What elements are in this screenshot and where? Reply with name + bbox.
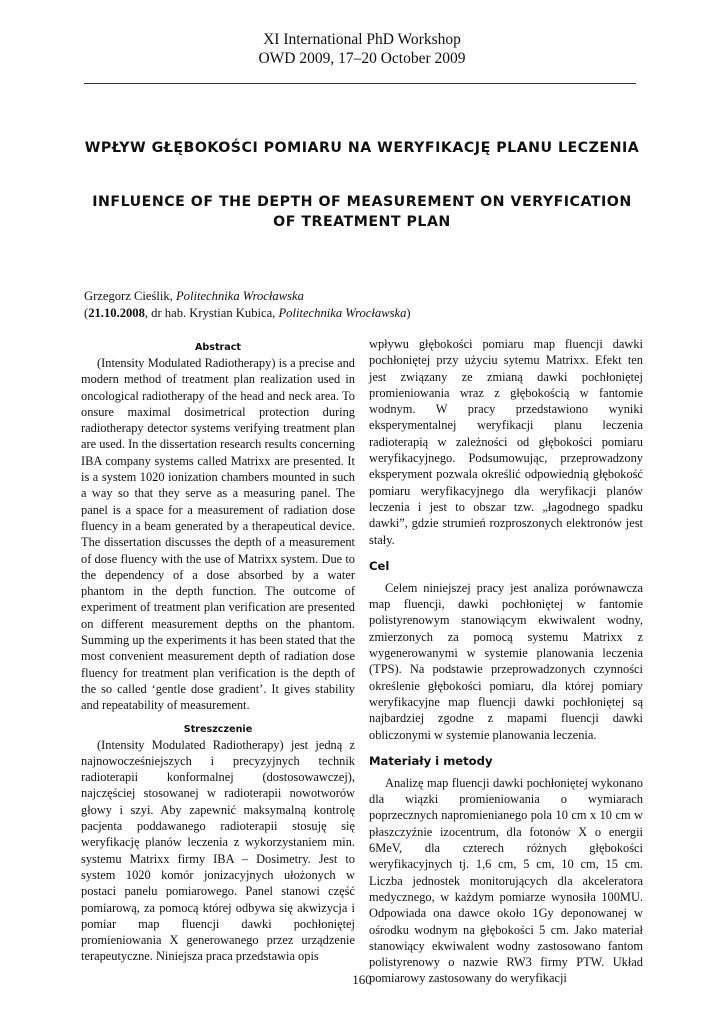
supervisor-name: , dr hab. Krystian Kubica, [144, 305, 279, 320]
close-paren: ) [406, 305, 411, 320]
supervisor-line [84, 305, 411, 322]
author-block [84, 288, 411, 321]
streszczenie-continuation: wpływu głębokości pomiaru map fluencji dawki pochłoniętej przy użyciu sytemu Matrixx. Efekt ten jest związany ze zmianą dawki pochłoniętej promieniowania wraz z głębokością w fantomie wodnym. W pracy przedstawiono wyniki eksperymentalnej weryfikacji planu leczenia radioterapią w zależności od głębokości pomiaru weryfikacyjnego. Podsumowując, przeprowadzony eksperyment pozwala określić odpowiednią głębokość pomiaru weryfikacyjnego dla weryfikacji planów leczenia i jest to obszar tzw. „łagodnego spadku dawki”, gdzie strumień rozproszonych elektronów jest stały. [369, 337, 643, 547]
title-english: INFLUENCE OF THE DEPTH OF MEASUREMENT ON VERYFICATION OF TREATMENT PLAN [92, 194, 632, 230]
conference-header [0, 30, 724, 68]
spacer [81, 714, 355, 722]
title-polish: WPŁYW GŁĘBOKOŚCI POMIARU NA WERYFIKACJĘ PLANU LECZENIA [84, 140, 640, 156]
materialy-heading: Materiały i metody [369, 753, 493, 768]
left-column [81, 340, 355, 965]
abstract-heading: Abstract [194, 342, 242, 353]
author-institution: Politechnika Wrocławska [175, 289, 304, 303]
streszczenie-text: (Intensity Modulated Radiotherapy) jest jedną z najnowocześniejszych i precyzyjnych technik radioterapii konformalnej (dostosowawczej), najczęściej stosowanej w radioterapii nowotworów głowy i szyi. Aby zapewnić maksymalną kontrolę pacjenta poddawanego radioterapii stosuję się weryfikację planów leczenia z wykorzystaniem min. systemu Matrixx firmy IBA – Dosimetry. Jest to system 1020 komór jonizacyjnych ułożonych w postaci panelu pomiarowego. Panel stanowi część pomiarową, za pomocą której odbywa się akwizycja i pomiar map fluencji dawki pochłoniętej promieniowania X generowanego przez urządzenie terapeutyczne. Niniejsza praca przedstawia opis [81, 737, 355, 964]
header-rule [84, 83, 636, 84]
header-line-1: XI International PhD Workshop [263, 31, 461, 48]
page-number: 160 [352, 972, 372, 987]
streszczenie-heading: Streszczenie [183, 723, 253, 735]
spacer [369, 548, 643, 558]
materialy-text: Analizę map fluencji dawki pochłoniętej wykonano dla wiązki promieniowania o wymiarach poprzecznych napromienianego pola 10 cm x 10 cm w płaszczyźnie izocentrum, dla fotonów X o energii 6MeV, dla czterech różnych głębokości weryfikacyjnych tj. 1,6 cm, 5 cm, 10 cm, 15 cm. Liczba jednostek monitorujących dla akceleratora medycznego, w każdym pomiarze wynosiła 100MU. Odpowiada ona dawce około 1Gy deponowanej w ośrodku wodnym na głębokości 5 cm. Jako materiał stanowiący ekwiwalent wodny zastosowano fantom polistyrenowy o nazwie RW3 firmy PTW. Układ pomiarowy zastosowany do weryfikacji [369, 775, 643, 986]
author-line [84, 288, 411, 305]
submission-date: 21.10.2008 [88, 305, 145, 320]
cel-heading: Cel [369, 558, 390, 573]
cel-text: Celem niniejszej pracy jest analiza porównawcza map fluencji, dawki pochłoniętej w fantomie polistyrenowym stanowiącym ekwiwalent wodny, zmierzonych za pomocą systemu Matrixx z wygenerowanymi w systemie planowania leczenia (TPS). Na podstawie przeprowadzonych czynności określenie głębokości pomiaru, dla której pomiary weryfikacyjne map fluencji dawki pochłoniętej są najbardziej zgodne z mapami fluencji dawki obliczonymi w systemie planowania leczenia. [369, 580, 643, 742]
abstract-text: (Intensity Modulated Radiotherapy) is a precise and modern method of treatment plan realization used in oncological radiotherapy of the head and neck area. To onsure maximal dosimetrical protection during radiotherapy detector systems verifying treatment plan are used. In the dissertation research results concerning IBA company systems called Matrixx are presented. It is a system 1020 ionization chambers mounted in such a way so that they serve as a measuring panel. The panel is a space for a measurement of radiation dose fluency in a beam generated by a therapeutical device. The dissertation discusses the depth of a measurement of dose fluency with the use of Matrixx system. Due to the dependency of a dose absorbed by a water phantom in the depth function. The outcome of experiment of treatment plan verification are presented on different measurement depths on the phantom. Summing up the experiments it has been stated that the most convenient measurement depth of radiation dose fluency for treatment plan verification is the depth of the so called ‘gentle dose gradient’. It gives stability and repeatability of measurement. [81, 356, 355, 713]
open-paren: ( [84, 305, 89, 320]
supervisor-institution: Politechnika Wrocławska [278, 305, 407, 320]
right-column [369, 336, 643, 987]
spacer [369, 743, 643, 753]
header-line-2: OWD 2009, 17–20 October 2009 [258, 50, 466, 67]
author-name: Grzegorz Cieślik, [84, 289, 176, 303]
